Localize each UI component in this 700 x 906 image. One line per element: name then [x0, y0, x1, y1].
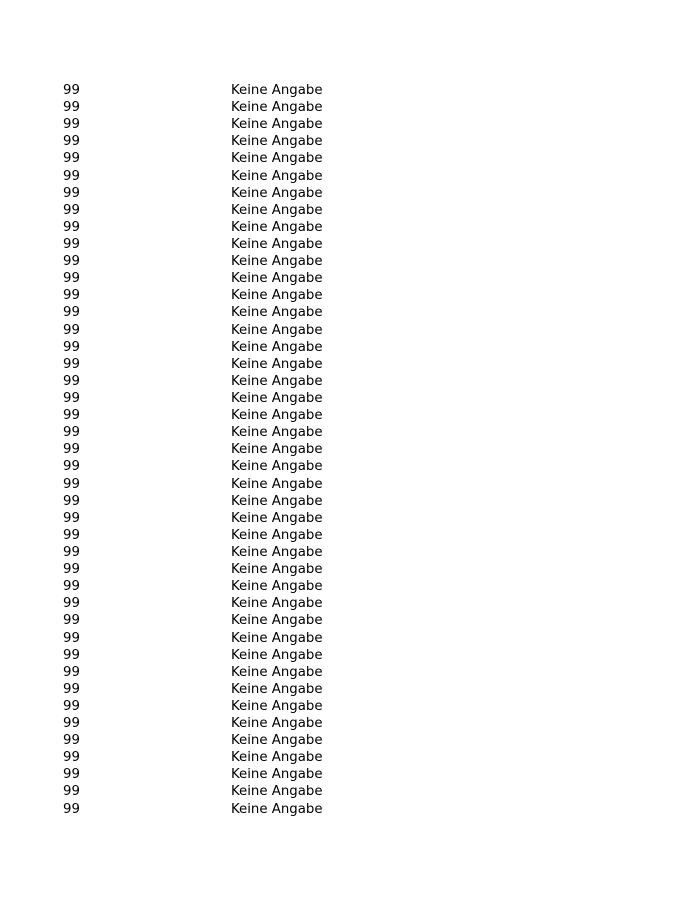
code-cell: 99 — [63, 236, 80, 252]
label-cell: Keine Angabe — [231, 664, 323, 680]
table-row — [63, 304, 463, 321]
table-row — [63, 715, 463, 732]
code-cell: 99 — [63, 373, 80, 389]
table-row — [63, 766, 463, 783]
label-cell: Keine Angabe — [231, 630, 323, 646]
label-cell: Keine Angabe — [231, 390, 323, 406]
code-cell: 99 — [63, 151, 80, 167]
code-cell: 99 — [63, 408, 80, 424]
code-cell: 99 — [63, 630, 80, 646]
table-row — [63, 322, 463, 339]
label-cell: Keine Angabe — [231, 117, 323, 133]
table-row — [63, 612, 463, 629]
label-cell: Keine Angabe — [231, 219, 323, 235]
table-row — [63, 698, 463, 715]
label-cell: Keine Angabe — [231, 100, 323, 116]
label-cell: Keine Angabe — [231, 750, 323, 766]
table-row — [63, 99, 463, 116]
table-row — [63, 373, 463, 390]
label-cell: Keine Angabe — [231, 476, 323, 492]
label-cell: Keine Angabe — [231, 716, 323, 732]
code-cell: 99 — [63, 544, 80, 560]
label-cell: Keine Angabe — [231, 613, 323, 629]
table-row — [63, 561, 463, 578]
label-cell: Keine Angabe — [231, 83, 323, 98]
label-cell: Keine Angabe — [231, 733, 323, 749]
table-row — [63, 510, 463, 527]
table-row — [63, 578, 463, 595]
code-cell: 99 — [63, 596, 80, 612]
code-cell: 99 — [63, 322, 80, 338]
code-cell: 99 — [63, 219, 80, 235]
code-cell: 99 — [63, 202, 80, 218]
code-cell: 99 — [63, 801, 80, 817]
label-cell: Keine Angabe — [231, 322, 323, 338]
code-cell: 99 — [63, 288, 80, 304]
code-cell: 99 — [63, 100, 80, 116]
code-cell: 99 — [63, 442, 80, 458]
label-cell: Keine Angabe — [231, 801, 323, 817]
label-cell: Keine Angabe — [231, 288, 323, 304]
code-cell: 99 — [63, 83, 80, 98]
code-cell: 99 — [63, 733, 80, 749]
table-row — [63, 253, 463, 270]
code-cell: 99 — [63, 562, 80, 578]
code-cell: 99 — [63, 784, 80, 800]
table-row — [63, 219, 463, 236]
label-cell: Keine Angabe — [231, 459, 323, 475]
label-cell: Keine Angabe — [231, 527, 323, 543]
table-row — [63, 407, 463, 424]
code-cell: 99 — [63, 681, 80, 697]
table-row — [63, 150, 463, 167]
label-cell: Keine Angabe — [231, 185, 323, 201]
code-cell: 99 — [63, 185, 80, 201]
code-cell: 99 — [63, 117, 80, 133]
table-row — [63, 424, 463, 441]
table-row — [63, 185, 463, 202]
code-cell: 99 — [63, 767, 80, 783]
table-row — [63, 133, 463, 150]
table-row — [63, 82, 463, 99]
code-cell: 99 — [63, 527, 80, 543]
table-row — [63, 476, 463, 493]
label-cell: Keine Angabe — [231, 236, 323, 252]
code-cell: 99 — [63, 390, 80, 406]
table-row — [63, 202, 463, 219]
label-cell: Keine Angabe — [231, 544, 323, 560]
label-cell: Keine Angabe — [231, 698, 323, 714]
code-cell: 99 — [63, 476, 80, 492]
code-cell: 99 — [63, 459, 80, 475]
label-cell: Keine Angabe — [231, 202, 323, 218]
code-cell: 99 — [63, 356, 80, 372]
code-cell: 99 — [63, 716, 80, 732]
code-cell: 99 — [63, 579, 80, 595]
label-cell: Keine Angabe — [231, 647, 323, 663]
label-cell: Keine Angabe — [231, 510, 323, 526]
code-cell: 99 — [63, 254, 80, 270]
label-cell: Keine Angabe — [231, 425, 323, 441]
code-cell: 99 — [63, 613, 80, 629]
table-row — [63, 390, 463, 407]
label-cell: Keine Angabe — [231, 151, 323, 167]
code-cell: 99 — [63, 168, 80, 184]
table-row — [63, 116, 463, 133]
table-row — [63, 801, 463, 818]
table-row — [63, 783, 463, 800]
table-row — [63, 595, 463, 612]
label-cell: Keine Angabe — [231, 596, 323, 612]
code-cell: 99 — [63, 698, 80, 714]
label-cell: Keine Angabe — [231, 562, 323, 578]
table-row — [63, 458, 463, 475]
label-cell: Keine Angabe — [231, 356, 323, 372]
label-cell: Keine Angabe — [231, 681, 323, 697]
code-cell: 99 — [63, 664, 80, 680]
label-cell: Keine Angabe — [231, 784, 323, 800]
label-cell: Keine Angabe — [231, 408, 323, 424]
code-cell: 99 — [63, 750, 80, 766]
label-cell: Keine Angabe — [231, 134, 323, 150]
code-cell: 99 — [63, 647, 80, 663]
code-cell: 99 — [63, 493, 80, 509]
table-row — [63, 544, 463, 561]
label-cell: Keine Angabe — [231, 271, 323, 287]
table-row — [63, 339, 463, 356]
table-row — [63, 749, 463, 766]
table-row — [63, 356, 463, 373]
code-cell: 99 — [63, 271, 80, 287]
table-row — [63, 647, 463, 664]
label-cell: Keine Angabe — [231, 579, 323, 595]
label-cell: Keine Angabe — [231, 305, 323, 321]
table-row — [63, 270, 463, 287]
table-row — [63, 287, 463, 304]
table-row — [63, 681, 463, 698]
table-row — [63, 236, 463, 253]
code-cell: 99 — [63, 339, 80, 355]
table-row — [63, 732, 463, 749]
code-cell: 99 — [63, 510, 80, 526]
table-row — [63, 630, 463, 647]
label-cell: Keine Angabe — [231, 168, 323, 184]
label-cell: Keine Angabe — [231, 339, 323, 355]
code-cell: 99 — [63, 134, 80, 150]
label-cell: Keine Angabe — [231, 373, 323, 389]
code-cell: 99 — [63, 305, 80, 321]
label-cell: Keine Angabe — [231, 254, 323, 270]
label-cell: Keine Angabe — [231, 442, 323, 458]
table-row — [63, 664, 463, 681]
code-cell: 99 — [63, 425, 80, 441]
table-row — [63, 168, 463, 185]
data-table — [63, 82, 463, 818]
table-row — [63, 493, 463, 510]
label-cell: Keine Angabe — [231, 767, 323, 783]
label-cell: Keine Angabe — [231, 493, 323, 509]
table-row — [63, 527, 463, 544]
table-row — [63, 441, 463, 458]
